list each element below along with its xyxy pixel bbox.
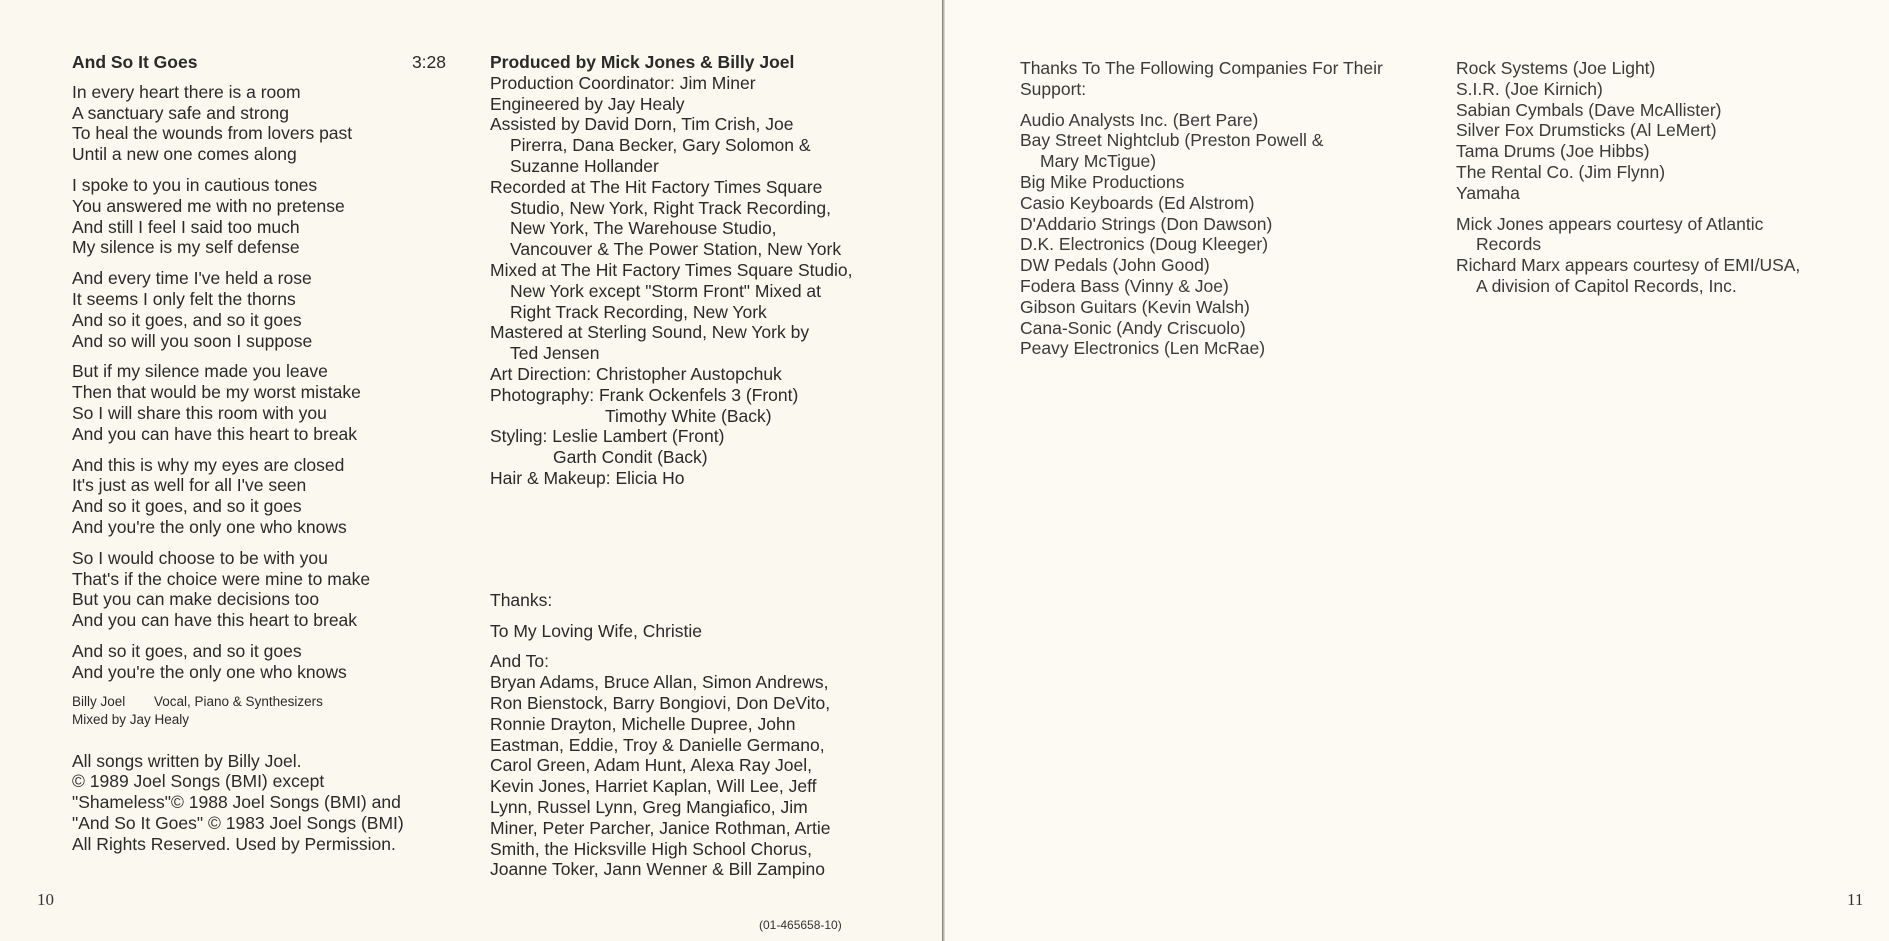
lyric-stanza <box>72 455 446 538</box>
thanks-name-line: Joanne Toker, Jann Wenner & Bill Zampino <box>490 859 825 880</box>
left-page <box>0 0 942 941</box>
lyrics-stanzas <box>72 82 446 683</box>
companies-list-2 <box>1456 58 1866 204</box>
company-item: Tama Drums (Joe Hibbs) <box>1456 141 1650 162</box>
company-item: Bay Street Nightclub (Preston Powell & <box>1020 130 1324 151</box>
mastered-line-2: Ted Jensen <box>510 343 600 364</box>
song-duration: 3:28 <box>411 52 446 72</box>
mixed-line-1: Mixed at The Hit Factory Times Square Studio, <box>490 259 853 280</box>
styling-line-1: Styling: Leslie Lambert (Front) <box>490 426 725 447</box>
company-item: Yamaha <box>1456 182 1520 203</box>
lyric-stanza <box>72 82 446 165</box>
company-item: S.I.R. (Joe Kirnich) <box>1456 78 1603 99</box>
company-item: DW Pedals (John Good) <box>1020 255 1210 276</box>
courtesy-mick-line-2: Records <box>1476 234 1542 255</box>
lyric-line: Then that would be my worst mistake <box>72 382 361 403</box>
lyric-line: But if my silence made you leave <box>72 361 328 382</box>
thanks-name-line: Miner, Peter Parcher, Janice Rothman, Artie <box>490 817 831 838</box>
catalog-number: (01-465658-10) <box>759 918 842 932</box>
lyric-line: That's if the choice were mine to make <box>72 568 371 589</box>
company-item: Mary McTigue) <box>1040 151 1157 172</box>
lyric-line: To heal the wounds from lovers past <box>72 123 353 144</box>
lyric-line: It seems I only felt the thorns <box>72 288 296 309</box>
company-item: Sabian Cymbals (Dave McAllister) <box>1456 99 1722 120</box>
page-number-left: 10 <box>37 890 54 909</box>
photography-line-2: Timothy White (Back) <box>605 405 772 426</box>
company-item: Peavy Electronics (Len McRae) <box>1020 338 1266 359</box>
thanks-name-line: Kevin Jones, Harriet Kaplan, Will Lee, Jeff <box>490 776 817 797</box>
lyric-line: So I would choose to be with you <box>72 547 328 568</box>
lyric-line: It's just as well for all I've seen <box>72 475 307 496</box>
art-direction: Art Direction: Christopher Austopchuk <box>490 363 782 384</box>
company-item: D.K. Electronics (Doug Kleeger) <box>1020 234 1269 255</box>
thanks-name-line: Ron Bienstock, Barry Bongiovi, Don DeVito, <box>490 692 831 713</box>
lyric-line: And so will you soon I suppose <box>72 330 313 351</box>
thanks-name-line: Eastman, Eddie, Troy & Danielle Germano, <box>490 734 825 755</box>
thanks-name-line: Bryan Adams, Bruce Allan, Simon Andrews, <box>490 672 829 693</box>
company-item: Casio Keyboards (Ed Alstrom) <box>1020 192 1255 213</box>
lyric-line: In every heart there is a room <box>72 81 301 102</box>
lyric-line: Until a new one comes along <box>72 144 297 165</box>
company-item: Silver Fox Drumsticks (Al LeMert) <box>1456 120 1717 141</box>
lyric-line: And this is why my eyes are closed <box>72 454 345 475</box>
recorded-line-1: Recorded at The Hit Factory Times Square <box>490 176 823 197</box>
mixed-line-2: New York except "Storm Front" Mixed at <box>510 280 822 301</box>
mastered-line-1: Mastered at Sterling Sound, New York by <box>490 322 810 343</box>
thanks-block <box>490 590 890 880</box>
company-item: Gibson Guitars (Kevin Walsh) <box>1020 296 1250 317</box>
thanks-name-line: Carol Green, Adam Hunt, Alexa Ray Joel, <box>490 755 812 776</box>
company-item: Audio Analysts Inc. (Bert Pare) <box>1020 109 1259 130</box>
recorded-line-3: New York, The Warehouse Studio, <box>510 218 777 239</box>
lyric-line: You answered me with no pretense <box>72 195 345 216</box>
produced-by: Produced by Mick Jones & Billy Joel <box>490 52 795 72</box>
rights-notice <box>72 751 446 855</box>
rights-line: All songs written by Billy Joel. <box>72 750 302 771</box>
hair-makeup: Hair & Makeup: Elicia Ho <box>490 467 685 488</box>
song-credits <box>72 693 446 729</box>
thanks-wife: To My Loving Wife, Christie <box>490 620 703 641</box>
rights-line: All Rights Reserved. Used by Permission. <box>72 833 396 854</box>
lyric-stanza <box>72 175 446 258</box>
production-column <box>490 52 890 880</box>
companies-list-1 <box>1020 110 1440 360</box>
song-title-row <box>72 52 446 73</box>
engineered-by: Engineered by Jay Healy <box>490 93 685 114</box>
company-item: Fodera Bass (Vinny & Joe) <box>1020 275 1229 296</box>
lyric-line: And you can have this heart to break <box>72 423 358 444</box>
rights-line: © 1989 Joel Songs (BMI) except <box>72 771 325 792</box>
credit-name: Billy Joel <box>72 693 126 709</box>
rights-line: "Shameless"© 1988 Joel Songs (BMI) and <box>72 792 401 813</box>
lyric-stanza <box>72 548 446 631</box>
lyric-line: And you can have this heart to break <box>72 610 358 631</box>
recorded-line-4: Vancouver & The Power Station, New York <box>510 239 842 260</box>
thanks-name-line: Ronnie Drayton, Michelle Dupree, John <box>490 713 796 734</box>
lyric-line: So I will share this room with you <box>72 402 327 423</box>
company-item: Rock Systems (Joe Light) <box>1456 58 1656 78</box>
thanks-and-to: And To: <box>490 651 550 672</box>
lyric-line: And every time I've held a rose <box>72 268 312 289</box>
right-page <box>945 0 1889 941</box>
lyrics-column <box>72 52 446 855</box>
rights-line: "And So It Goes" © 1983 Joel Songs (BMI) <box>72 812 404 833</box>
courtesy-richard-line-2: A division of Capitol Records, Inc. <box>1476 275 1737 296</box>
company-item: The Rental Co. (Jim Flynn) <box>1456 161 1666 182</box>
company-item: D'Addario Strings (Don Dawson) <box>1020 213 1273 234</box>
thanks-heading: Thanks: <box>490 589 553 610</box>
lyric-line: My silence is my self defense <box>72 237 300 258</box>
companies-heading-line-1: Thanks To The Following Companies For Their <box>1020 58 1383 78</box>
lyric-line: A sanctuary safe and strong <box>72 102 289 123</box>
lyric-line: And still I feel I said too much <box>72 216 300 237</box>
assisted-line-1: Assisted by David Dorn, Tim Crish, Joe <box>490 114 794 135</box>
credit-role: Vocal, Piano & Synthesizers <box>154 693 323 709</box>
lyric-stanza <box>72 361 446 444</box>
courtesy-mick-line-1: Mick Jones appears courtesy of Atlantic <box>1456 213 1764 234</box>
page-number-right: 11 <box>1847 890 1864 909</box>
courtesy-richard-line-1: Richard Marx appears courtesy of EMI/USA, <box>1456 255 1801 276</box>
lyric-stanza <box>72 268 446 351</box>
company-item: Big Mike Productions <box>1020 171 1185 192</box>
lyric-line: And so it goes, and so it goes <box>72 640 302 661</box>
thanks-name-line: Lynn, Russel Lynn, Greg Mangiafico, Jim <box>490 796 808 817</box>
lyric-line: And so it goes, and so it goes <box>72 309 302 330</box>
company-item: Cana-Sonic (Andy Criscuolo) <box>1020 317 1246 338</box>
lyric-line: But you can make decisions too <box>72 589 320 610</box>
song-title: And So It Goes <box>72 52 198 72</box>
lyric-stanza <box>72 641 446 683</box>
assisted-line-2: Pirerra, Dana Becker, Gary Solomon & <box>510 135 811 156</box>
lyric-line: I spoke to you in cautious tones <box>72 174 318 195</box>
thanks-name-line: Smith, the Hicksville High School Chorus, <box>490 838 812 859</box>
lyric-line: And you're the only one who knows <box>72 661 347 682</box>
companies-column-2 <box>1456 58 1866 297</box>
companies-column-1 <box>1020 58 1440 359</box>
thanks-names <box>490 672 890 880</box>
lyric-line: And you're the only one who knows <box>72 516 347 537</box>
photography-line-1: Photography: Frank Ockenfels 3 (Front) <box>490 384 799 405</box>
mixed-line-3: Right Track Recording, New York <box>510 301 767 322</box>
companies-heading-line-2: Support: <box>1020 78 1087 99</box>
recorded-line-2: Studio, New York, Right Track Recording, <box>510 197 831 218</box>
styling-line-2: Garth Condit (Back) <box>553 447 708 468</box>
lyric-line: And so it goes, and so it goes <box>72 496 302 517</box>
assisted-line-3: Suzanne Hollander <box>510 155 659 176</box>
mixed-by: Mixed by Jay Healy <box>72 711 190 727</box>
production-coordinator: Production Coordinator: Jim Miner <box>490 72 756 93</box>
